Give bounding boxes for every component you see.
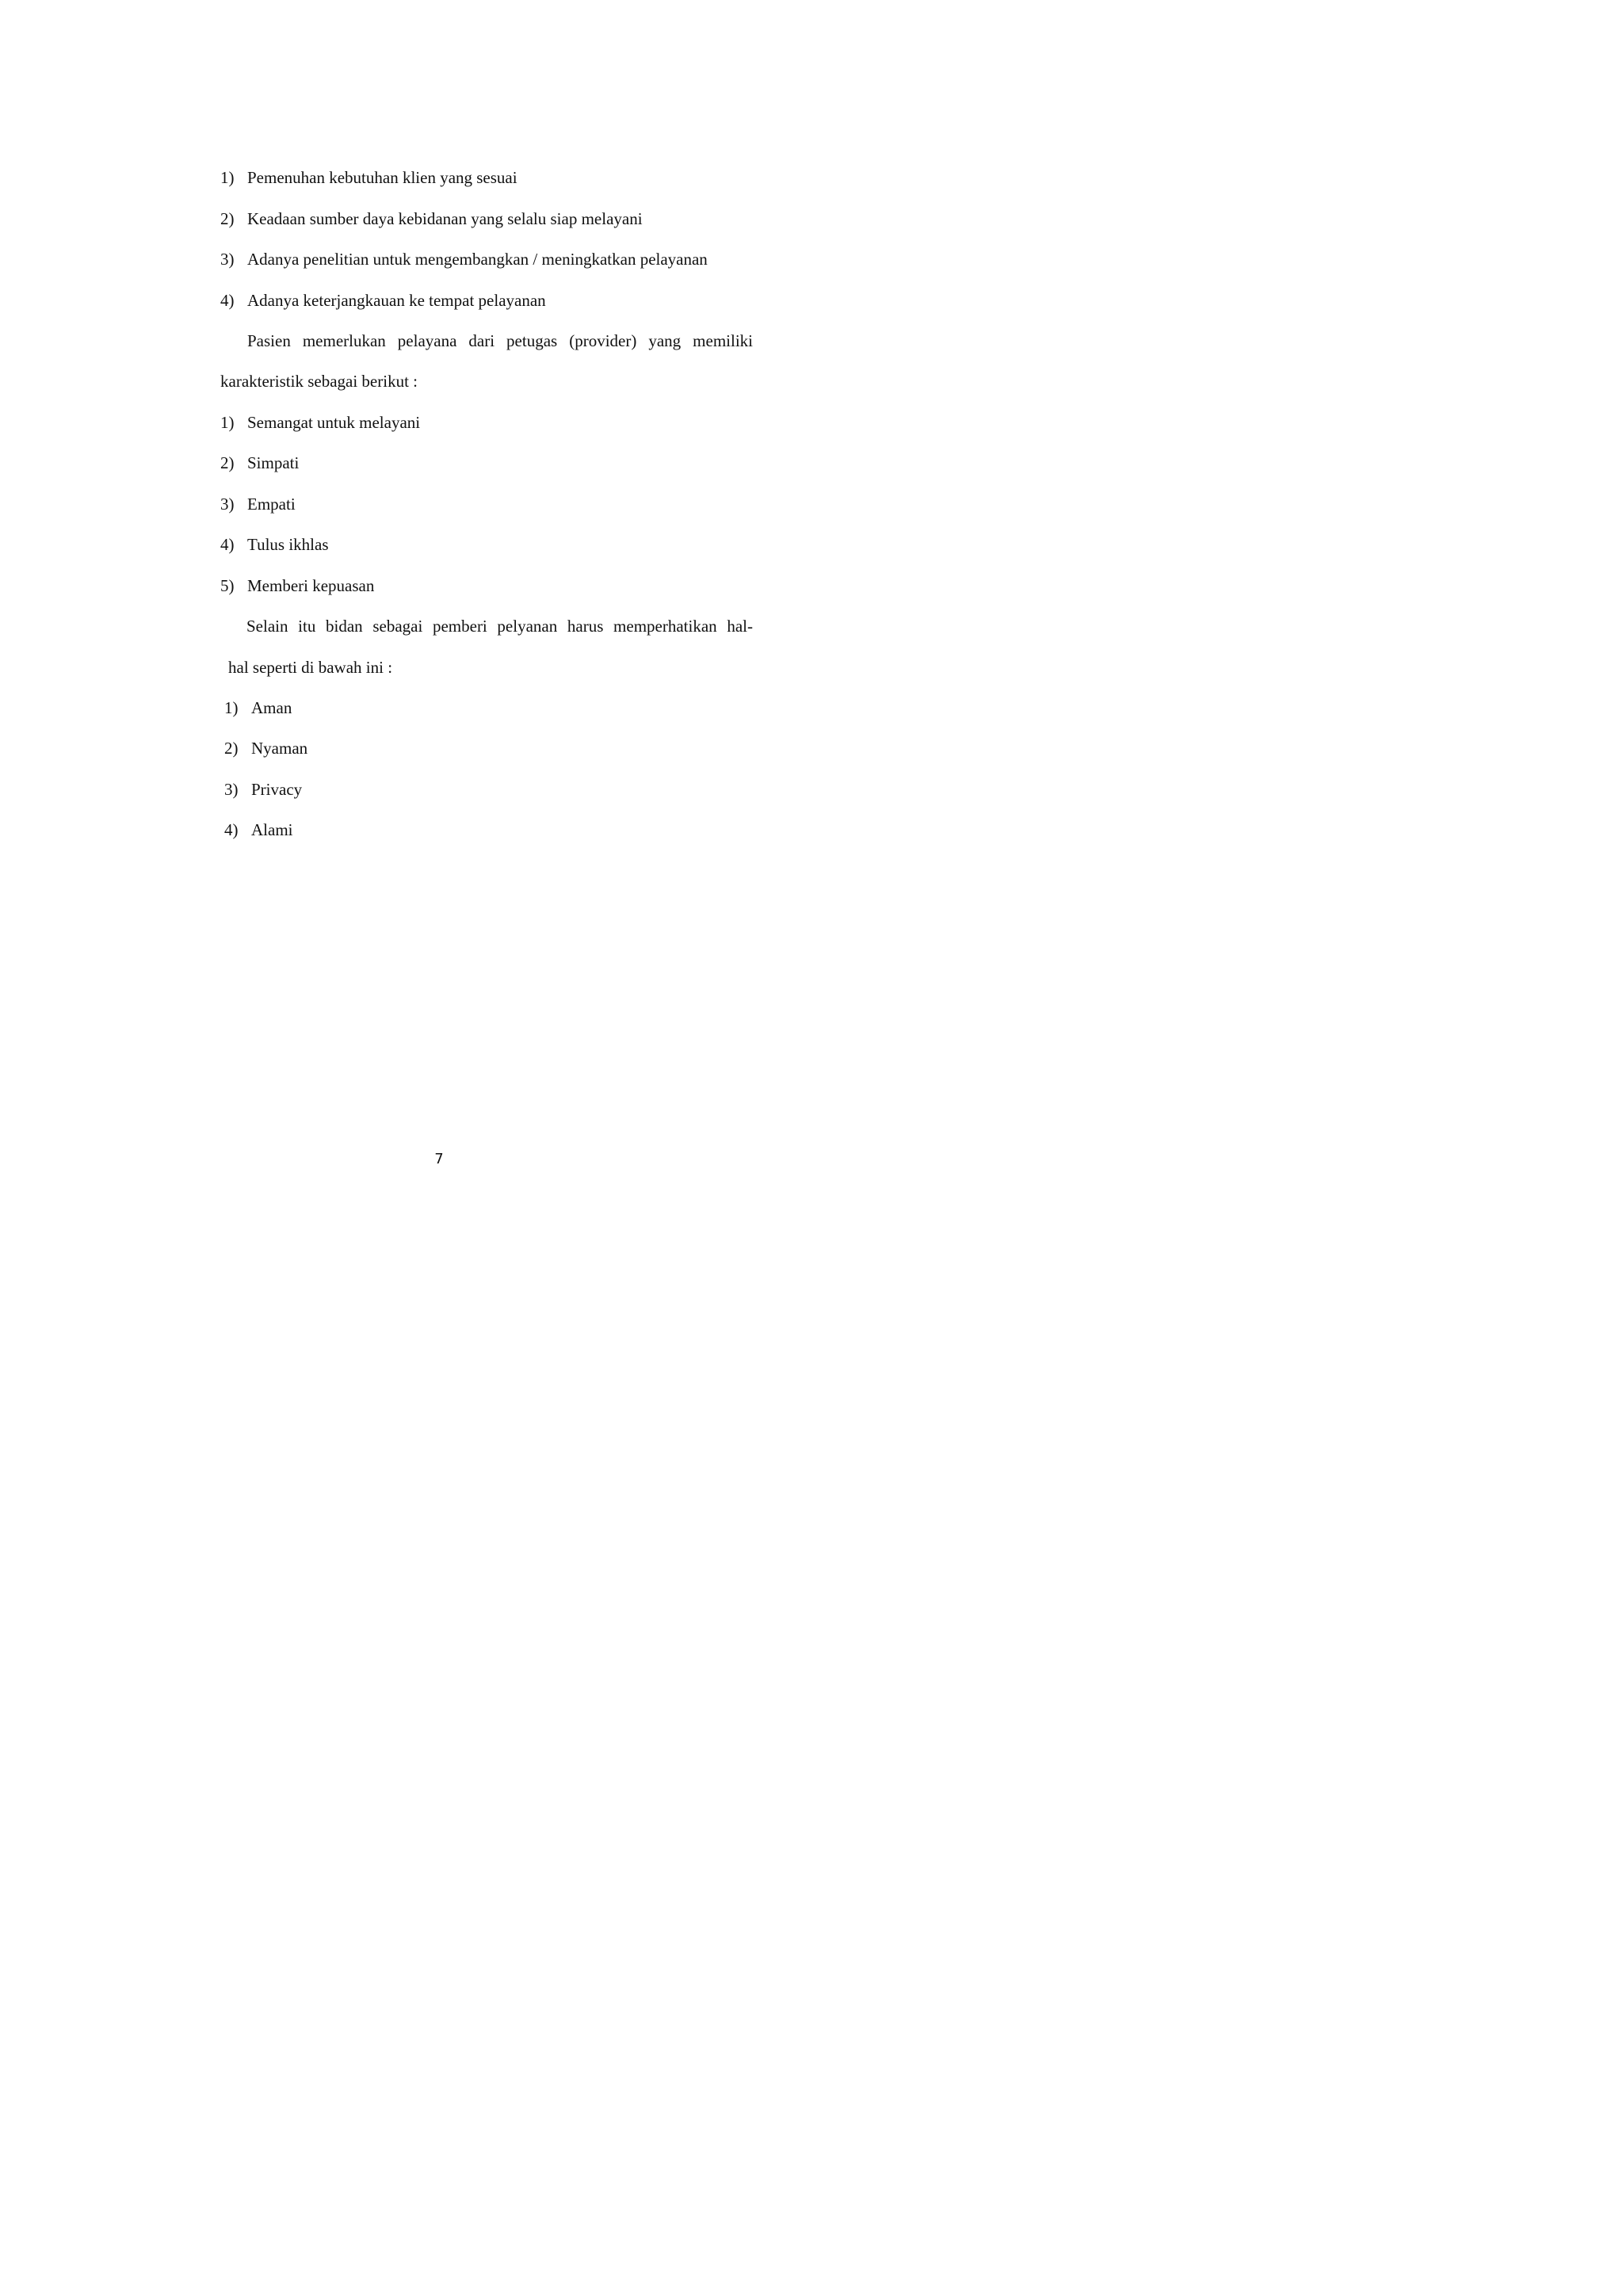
list-text: Pemenuhan kebutuhan klien yang sesuai: [247, 168, 517, 187]
page-number: 7: [434, 1151, 444, 1167]
list-text: Tulus ikhlas: [247, 535, 329, 554]
paragraph-line: Selain itu bidan sebagai pemberi pelyanan harus memperhatikan hal-: [246, 617, 753, 636]
list-number: 4): [220, 291, 235, 310]
list-text: Keadaan sumber daya kebidanan yang selalu siap melayani: [247, 209, 643, 228]
list-text: Memberi kepuasan: [247, 576, 375, 595]
list-number: 1): [220, 168, 235, 187]
list-text: Simpati: [247, 453, 300, 472]
list-text: Privacy: [251, 780, 303, 799]
list-text: Adanya keterjangkauan ke tempat pelayanan: [247, 291, 546, 310]
paragraph-line: hal seperti di bawah ini :: [228, 658, 393, 677]
list-text: Semangat untuk melayani: [247, 413, 421, 432]
list-number: 2): [224, 739, 239, 758]
list-text: Nyaman: [251, 739, 308, 758]
list-text: Empati: [247, 495, 296, 514]
list-number: 2): [220, 209, 235, 228]
list-number: 4): [224, 820, 239, 839]
list-number: 3): [220, 250, 235, 269]
list-number: 3): [224, 780, 239, 799]
list-number: 1): [220, 413, 235, 432]
paragraph-line: Pasien memerlukan pelayana dari petugas (provider) yang memiliki: [247, 331, 753, 350]
list-text: Aman: [251, 698, 292, 717]
list-text: Adanya penelitian untuk mengembangkan / meningkatkan pelayanan: [247, 250, 708, 269]
list-number: 1): [224, 698, 239, 717]
list-number: 3): [220, 495, 235, 514]
paragraph-line: karakteristik sebagai berikut :: [220, 372, 418, 391]
list-number: 5): [220, 576, 235, 595]
list-number: 4): [220, 535, 235, 554]
list-text: Alami: [251, 820, 293, 839]
list-number: 2): [220, 453, 235, 472]
